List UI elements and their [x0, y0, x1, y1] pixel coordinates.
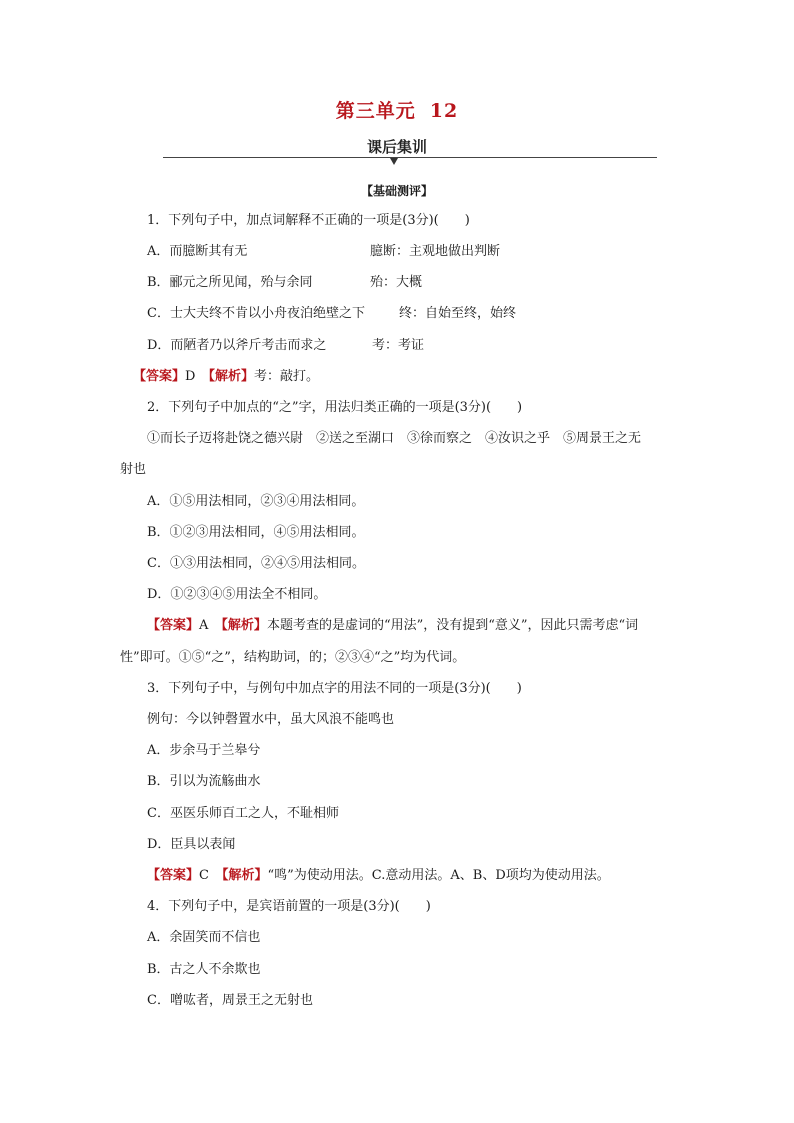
q3-stem: 3．下列句子中，与例句中加点字的用法不同的一项是(3分)( ): [147, 681, 522, 696]
page-title: [0, 96, 794, 123]
section-heading: 【基础测评】: [360, 184, 433, 198]
q2-items-line2: 射也: [120, 462, 147, 477]
q2-option-c: C．①③用法相同，②④⑤用法相同。: [147, 556, 365, 571]
q1-option-a-note: 臆断：主观地做出判断: [370, 244, 501, 259]
q1-answer: [133, 368, 319, 386]
q1-option-c-note: 终：自始至终，始终: [399, 306, 517, 321]
q2-answer: [147, 617, 638, 635]
q3-example: 例句：今以钟磬置水中，虽大风浪不能鸣也: [147, 712, 395, 727]
answer-value: D: [185, 369, 196, 384]
q4-option-b: B．古之人不余欺也: [147, 962, 261, 977]
answer-value: A: [199, 618, 209, 633]
q1-option-b-note: 殆：大概: [370, 275, 423, 290]
analysis-tag: 【解析】: [221, 618, 267, 633]
divider-arrow-icon: [390, 158, 398, 165]
q2-stem: 2．下列句子中加点的“之”字，用法归类正确的一项是(3分)( ): [147, 400, 523, 415]
q1-option-a: A．而臆断其有无: [147, 244, 248, 259]
q1-option-d: D．而陋者乃以斧斤考击而求之: [147, 338, 327, 353]
q4-option-a: A．余固笑而不信也: [147, 930, 261, 945]
q3-option-d: D．臣具以表闻: [147, 837, 236, 852]
analysis-text: 本题考查的是虚词的“用法”，没有提到“意义”，因此只需考虑“词: [266, 618, 639, 633]
q4-stem: 4．下列句子中，是宾语前置的一项是(3分)( ): [147, 899, 431, 914]
analysis-text: “鸣”为使动用法。C.意动用法。A、B、D项均为使动用法。: [267, 868, 610, 883]
unit-label: 第三单元: [335, 100, 416, 122]
q3-option-a: A．步余马于兰皋兮: [147, 743, 261, 758]
answer-tag: 【答案】: [147, 618, 200, 633]
answer-tag: 【答案】: [133, 369, 186, 384]
q2-option-d: D．①②③④⑤用法全不相同。: [147, 587, 327, 602]
analysis-tag: 【解析】: [221, 868, 268, 883]
q1-stem: 1．下列句子中，加点词解释不正确的一项是(3分)( ): [147, 213, 470, 228]
page-subtitle: 课后集训: [366, 138, 427, 156]
answer-tag: 【答案】: [147, 868, 200, 883]
analysis-tag: 【解析】: [208, 369, 254, 384]
q2-option-b: B．①②③用法相同，④⑤用法相同。: [147, 525, 365, 540]
q1-option-d-note: 考：考证: [372, 338, 425, 353]
q3-answer: [147, 867, 610, 885]
lesson-number: 12: [429, 100, 459, 122]
title-divider: [163, 157, 657, 158]
q3-option-b: B．引以为流觞曲水: [147, 774, 261, 789]
q4-option-c: C．噌吰者，周景王之无射也: [147, 993, 313, 1008]
q3-option-c: C．巫医乐师百工之人，不耻相师: [147, 806, 339, 821]
q2-option-a: A．①⑤用法相同，②③④用法相同。: [147, 494, 365, 509]
analysis-text: 考：敲打。: [253, 369, 319, 384]
answer-value: C: [199, 868, 209, 883]
q2-analysis-line2: 性”即可。①⑤“之”，结构助词，的；②③④“之”均为代词。: [120, 650, 466, 665]
q2-items-line1: ①而长子迈将赴饶之德兴尉 ②送之至湖口 ③徐而察之 ④汝识之乎 ⑤周景王之无: [147, 431, 642, 446]
q1-option-b: B．郦元之所见闻，殆与余同: [147, 275, 313, 290]
q1-option-c: C．士大夫终不肯以小舟夜泊绝壁之下: [147, 306, 365, 321]
